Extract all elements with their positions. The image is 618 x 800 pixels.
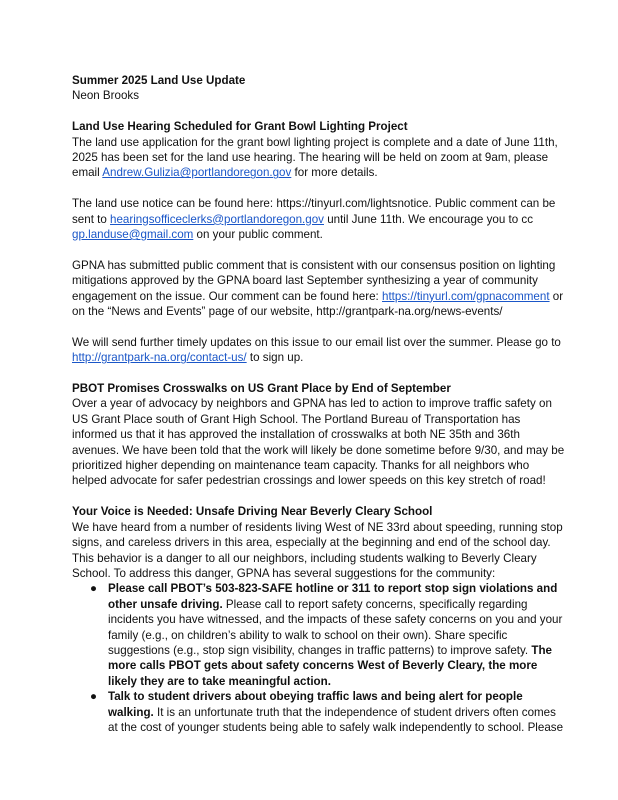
paragraph-line: mitigations approved by the GPNA board last September synthesizing a year of community bbox=[72, 274, 538, 288]
paragraph-line bbox=[72, 350, 574, 365]
bullet-continuation bbox=[72, 597, 574, 612]
paragraph-line: US Grant Place south of Grant High School. The Portland Bureau of Transportation has bbox=[72, 412, 521, 426]
text-run: sent to bbox=[72, 212, 111, 226]
email-link-andrew[interactable]: Andrew.Gulizia@portlandoregon.gov bbox=[102, 166, 292, 180]
paragraph-line: The land use notice can be found here: https://tinyurl.com/lightsnotice. Public comment can be bbox=[72, 197, 556, 211]
paragraph-line bbox=[72, 212, 574, 227]
bullet-continuation bbox=[72, 643, 574, 658]
text-run: on your public comment. bbox=[193, 228, 323, 242]
bullet-continuation: likely they are to take meaningful action. bbox=[108, 674, 331, 688]
bullet-continuation: incidents you have witnessed, and the impacts of these safety concerns on you and your bbox=[108, 613, 563, 627]
paragraph-line: informed us that it has approved the installation of crosswalks at both NE 35th and 36th bbox=[72, 428, 520, 442]
paragraph-line: avenues. We have been told that the work will likely be done sometime before 9/30, and may be bbox=[72, 443, 565, 457]
bullet-continuation: family (e.g., on children’s ability to walk to school on their own). Share specific bbox=[108, 628, 508, 642]
paragraph-line: signs, and careless drivers in this area, especially at the beginning and end of the school day. bbox=[72, 536, 551, 550]
text-run: or bbox=[549, 289, 564, 303]
text-run: other unsafe driving. bbox=[108, 597, 223, 611]
text-run: suggestions (e.g., stop sign visibility, changes in traffic patterns) to improve safety. bbox=[108, 643, 532, 657]
document-author: Neon Brooks bbox=[72, 89, 140, 103]
bullet-icon: ● bbox=[90, 582, 98, 596]
text-run: email bbox=[72, 166, 103, 180]
paragraph-line: 2025 has been set for the land use hearing. The hearing will be held on zoom at 9am, please bbox=[72, 151, 549, 165]
text-run: Talk to student drivers about obeying traffic laws and being alert for people bbox=[108, 690, 523, 704]
paragraph-line: on the “News and Events” page of our website, http://grantpark-na.org/news-events/ bbox=[72, 305, 503, 319]
bullet-icon: ● bbox=[90, 690, 98, 704]
paragraph-line: helped advocate for safer pedestrian crossings and lower speeds on this key stretch of road! bbox=[72, 474, 546, 488]
section-heading-unsafe-driving: Your Voice is Needed: Unsafe Driving Near Beverly Cleary School bbox=[72, 505, 433, 519]
bullet-continuation: at the cost of younger students being able to safely walk independently to school. Please bbox=[108, 720, 564, 734]
paragraph-line: The land use application for the grant bowl lighting project is complete and a date of June 11th, bbox=[72, 135, 558, 149]
text-run: The bbox=[531, 643, 552, 657]
paragraph-line: This behavior is a danger to all our neighbors, including students walking to Beverly Cleary bbox=[72, 551, 537, 565]
email-link-hearings-office[interactable]: hearingsofficeclerks@portlandoregon.gov bbox=[110, 212, 324, 226]
paragraph-line: We have heard from a number of residents living West of NE 33rd about speeding, running stop bbox=[72, 520, 563, 534]
paragraph-line: GPNA has submitted public comment that is consistent with our consensus position on lighting bbox=[72, 258, 556, 272]
contact-us-link[interactable]: http://grantpark-na.org/contact-us/ bbox=[72, 351, 247, 365]
text-run: Please call PBOT’s 503-823-SAFE hotline or 311 to report stop sign violations and bbox=[108, 582, 558, 596]
text-run: walking. bbox=[108, 705, 154, 719]
paragraph-line bbox=[72, 165, 574, 180]
text-run: It is an unfortunate truth that the independence of student drivers often comes bbox=[153, 705, 556, 719]
bullet-item-call-pbot bbox=[72, 581, 574, 596]
bullet-item-student-drivers bbox=[72, 689, 574, 704]
paragraph-line bbox=[72, 289, 574, 304]
section-heading-crosswalks: PBOT Promises Crosswalks on US Grant Place by End of September bbox=[72, 382, 451, 396]
text-run: Please call to report safety concerns, specifically regarding bbox=[222, 597, 528, 611]
paragraph-line bbox=[72, 227, 574, 242]
paragraph-line: School. To address this danger, GPNA has several suggestions for the community: bbox=[72, 566, 496, 580]
text-run: until June 11th. We encourage you to cc bbox=[323, 212, 534, 226]
paragraph-line: Over a year of advocacy by neighbors and GPNA has led to action to improve traffic safety on bbox=[72, 397, 552, 411]
gpna-comment-link[interactable]: https://tinyurl.com/gpnacomment bbox=[382, 289, 550, 303]
text-run: engagement on the issue. Our comment can be found here: bbox=[72, 289, 383, 303]
bullet-continuation: more calls PBOT gets about safety concerns West of Beverly Cleary, the more bbox=[108, 659, 538, 673]
document-title: Summer 2025 Land Use Update bbox=[72, 74, 246, 87]
text-run: to sign up. bbox=[246, 351, 304, 365]
paragraph-line: We will send further timely updates on this issue to our email list over the summer. Please go to bbox=[72, 335, 561, 349]
email-link-gp-landuse[interactable]: gp.landuse@gmail.com bbox=[72, 228, 194, 242]
section-heading-land-use: Land Use Hearing Scheduled for Grant Bowl Lighting Project bbox=[72, 120, 408, 134]
bullet-continuation bbox=[72, 705, 574, 720]
text-run: for more details. bbox=[291, 166, 378, 180]
paragraph-line: prioritized higher depending on maintenance team capacity. Thanks for all neighbors who bbox=[72, 459, 530, 473]
